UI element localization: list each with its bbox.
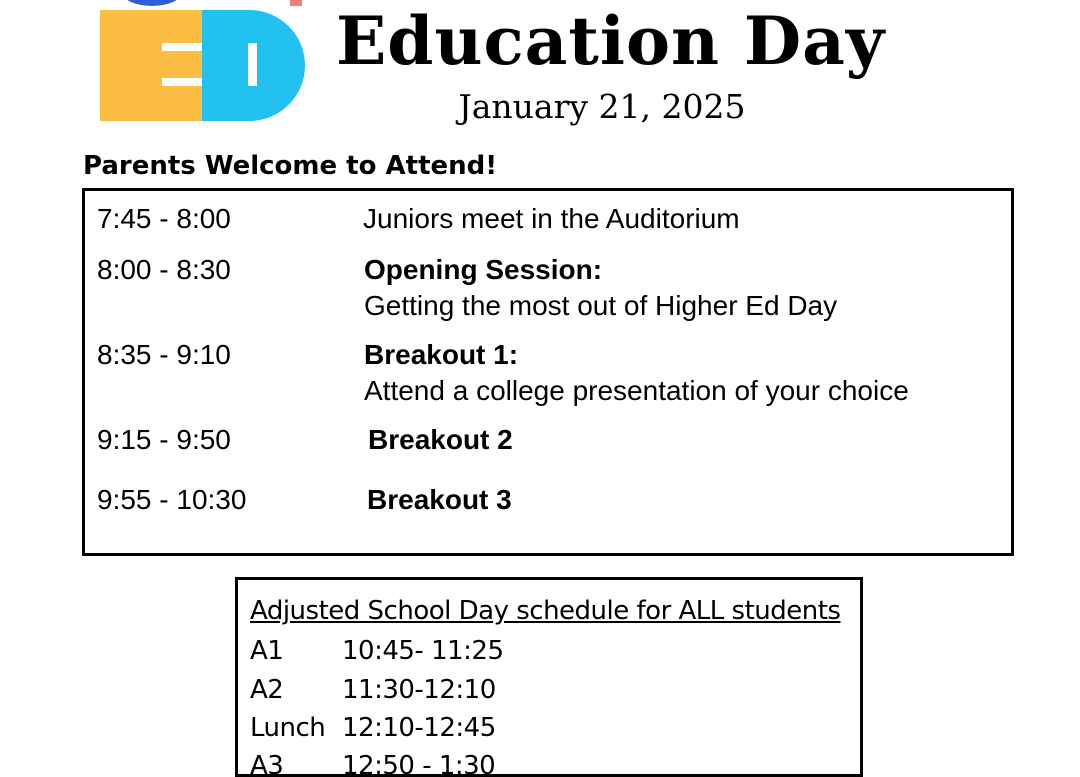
schedule-time: 7:45 - 8:00 xyxy=(97,203,231,234)
event-date: January 21, 2025 xyxy=(458,87,746,126)
schedule-event: Opening Session: xyxy=(364,254,603,285)
logo-circle-shape xyxy=(122,0,182,6)
period-label: A3 xyxy=(250,751,284,777)
schedule-event: Breakout 1: xyxy=(364,339,519,370)
period-time: 11:30-12:10 xyxy=(342,675,496,705)
parents-welcome-heading: Parents Welcome to Attend! xyxy=(83,151,498,181)
schedule-time: 8:35 - 9:10 xyxy=(97,339,231,370)
schedule-time: 9:15 - 9:50 xyxy=(97,424,231,455)
event-schedule-box xyxy=(82,188,1014,556)
adjusted-schedule-heading: Adjusted School Day schedule for ALL students xyxy=(250,596,841,626)
period-time: 10:45- 11:25 xyxy=(342,636,504,666)
schedule-event: Breakout 3 xyxy=(367,484,512,515)
period-time: 12:10-12:45 xyxy=(342,713,496,743)
adjusted-schedule-box xyxy=(235,577,863,777)
logo-pink-shape xyxy=(290,0,302,6)
page-title: Education Day xyxy=(336,2,886,80)
period-time: 12:50 - 1:30 xyxy=(342,751,496,777)
schedule-time: 9:55 - 10:30 xyxy=(97,484,247,515)
logo-letter-e xyxy=(100,10,202,121)
higher-ed-logo xyxy=(100,0,305,121)
period-label: A1 xyxy=(250,636,284,666)
schedule-event: Breakout 2 xyxy=(368,424,513,455)
schedule-time: 8:00 - 8:30 xyxy=(97,254,231,285)
period-label: A2 xyxy=(250,675,284,705)
schedule-event-detail: Getting the most out of Higher Ed Day xyxy=(364,290,838,321)
period-label: Lunch xyxy=(250,713,326,743)
schedule-event-detail: Attend a college presentation of your choice xyxy=(364,375,909,406)
schedule-event: Juniors meet in the Auditorium xyxy=(363,203,740,234)
